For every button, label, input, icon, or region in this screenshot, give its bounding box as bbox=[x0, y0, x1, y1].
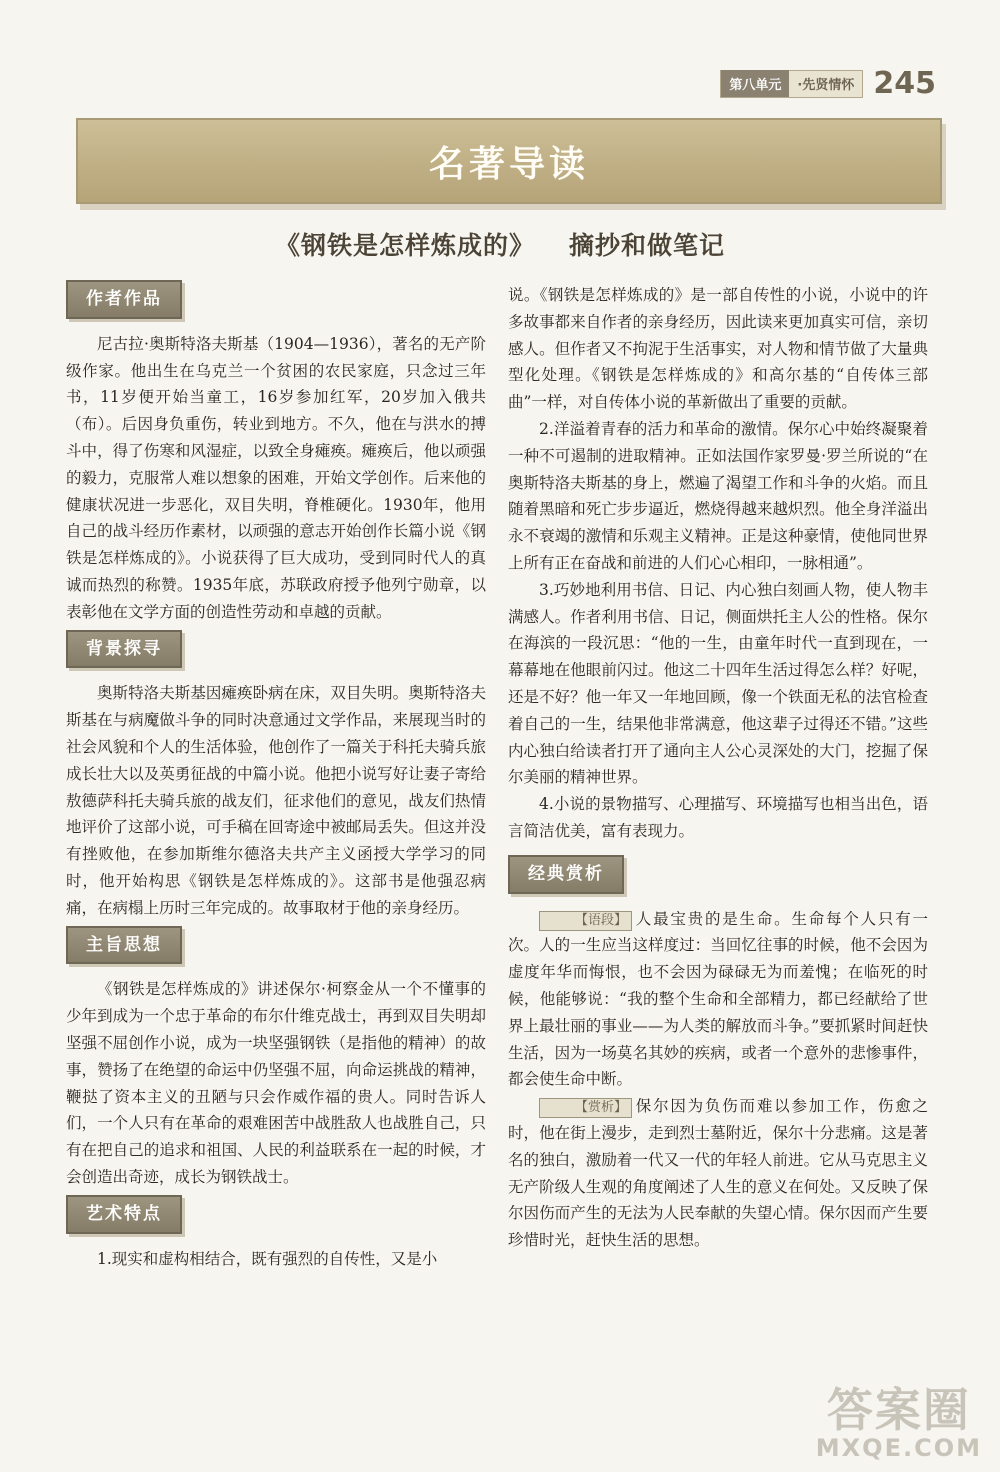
section-banner bbox=[76, 118, 942, 204]
comment-text: 保尔因为负伤而难以参加工作，伤愈之时，他在街上漫步，走到烈士墓附近，保尔十分悲痛。这是著名的独白，激励着一代又一代的年轻人前进。它从马克思主义无产阶级人生观的角度阐述了人生的意义在何处。又反映了保尔因伤而产生的无法为人民奉献的失望心情。保尔因而产生要珍惜时光，赶快生活的思想。 bbox=[508, 1097, 928, 1250]
watermark-main: 答案圈 bbox=[826, 1383, 971, 1437]
classic-excerpt bbox=[508, 906, 928, 1094]
unit-theme: ·先贤情怀 bbox=[797, 78, 855, 93]
book-title: 《钢铁是怎样炼成的》 bbox=[274, 231, 535, 260]
unit-label: 第八单元 bbox=[721, 70, 789, 97]
background-paragraph: 奥斯特洛夫斯基因瘫痪卧病在床，双目失明。奥斯特洛夫斯基在与病魔做斗争的同时决意通过文学作品，来展现当时的社会风貌和个人的生活体验，他创作了一篇关于科托夫骑兵旅成长壮大以及英勇征战的中篇小说。他把小说写好让妻子寄给敖德萨科托夫骑兵旅的战友们，征求他们的意见，战友们热情地评价了这部小说，可手稿在回寄途中被邮局丢失。但这并没有挫败他，在参加斯维尔德洛夫共产主义函授大学学习的同时，他开始构思《钢铁是怎样炼成的》。这部书是他强忍病痛，在病榻上历时三年完成的。故事取材于他的亲身经历。 bbox=[66, 684, 486, 917]
art-point-4: 4.小说的景物描写、心理描写、环境描写也相当出色，语言简洁优美，富有表现力。 bbox=[508, 795, 928, 840]
article-subtitle: 摘抄和做笔记 bbox=[569, 231, 726, 260]
author-paragraph: 尼古拉·奥斯特洛夫斯基（1904—1936），著名的无产阶级作家。他出生在乌克兰一个贫困的农民家庭，只念过三年书，11岁便开始当童工，16岁参加红军，20岁加入俄共（布）。后因身负重伤，转业到地方。不久，他在与洪水的搏斗中，得了伤寒和风湿症，以致全身瘫痪。瘫痪后，他以顽强的毅力，克服常人难以想象的困难，开始文学创作。后来他的健康状况进一步恶化，双目失明，脊椎硬化。1930年，他用自己的战斗经历作素材，以顽强的意志开始创作长篇小说《钢铁是怎样炼成的》。小说获得了巨大成功，受到同时代人的真诚而热烈的称赞。1935年底，苏联政府授予他列宁勋章，以表彰他在文学方面的创造性劳动和卓越的贡献。 bbox=[66, 334, 486, 621]
unit-tag bbox=[720, 70, 863, 98]
left-column bbox=[66, 276, 486, 1272]
art-point-1-end: 说。《钢铁是怎样炼成的》是一部自传性的小说，小说中的许多故事都来自作者的亲身经历，因此读来更加真实可信，亲切感人。但作者又不拘泥于生活事实，对人物和情节做了大量典型化处理。《钢铁是怎样炼成的》和高尔基的“自传体三部曲”一样，对自传体小说的革新做出了重要的贡献。 bbox=[508, 286, 928, 412]
article-title bbox=[0, 226, 1000, 262]
watermark bbox=[816, 1374, 982, 1462]
page-header bbox=[720, 66, 936, 101]
section-heading-classic: 经典赏析 bbox=[508, 855, 624, 894]
section-heading-background: 背景探寻 bbox=[66, 630, 182, 669]
right-column bbox=[508, 282, 928, 1254]
classic-comment bbox=[508, 1093, 928, 1254]
art-point-2: 2.洋溢着青春的活力和革命的激情。保尔心中始终凝聚着一种不可遏制的进取精神。正如法国作家罗曼·罗兰所说的“在奥斯特洛夫斯基的身上，燃遍了渴望工作和斗争的火焰。而且随着黑暗和死亡步步逼近，燃烧得越来越炽烈。他全身洋溢出永不衰竭的激情和乐观主义精神。正是这种豪情，使他同世界上所有正在奋战和前进的人们心心相印，一脉相通”。 bbox=[508, 419, 928, 572]
watermark-url: MXQE.COM bbox=[815, 1434, 982, 1462]
banner-title: 名著导读 bbox=[428, 143, 589, 185]
section-heading-author: 作者作品 bbox=[66, 280, 182, 319]
section-heading-theme: 主旨思想 bbox=[66, 926, 182, 965]
excerpt-text: 人最宝贵的是生命。生命每个人只有一次。人的一生应当这样度过：当回忆往事的时候，他不会因为虚度年华而悔恨，也不会因为碌碌无为而羞愧；在临死的时候，他能够说：“我的整个生命和全部精力，都已经献给了世界上最壮丽的事业——为人类的解放而斗争。”要抓紧时间赶快生活，因为一场莫名其妙的疾病，或者一个意外的悲惨事件，都会使生命中断。 bbox=[508, 909, 928, 1089]
theme-paragraph: 《钢铁是怎样炼成的》讲述保尔·柯察金从一个不懂事的少年到成为一个忠于革命的布尔什维克战士，再到双目失明却坚强不屈创作小说，成为一块坚强钢铁（是指他的精神）的故事，赞扬了在绝望的命运中仍坚强不屈，向命运挑战的精神，鞭挞了资本主义的丑陋与只会作威作福的贵人。同时告诉人们，一个人只有在革命的艰难困苦中战胜敌人也战胜自己，只有在把自己的追求和祖国、人民的利益联系在一起的时候，才会创造出奇迹，成长为钢铁战士。 bbox=[66, 980, 486, 1186]
comment-label: 【赏析】 bbox=[539, 1098, 632, 1118]
art-point-1-start: 1.现实和虚构相结合，既有强烈的自传性，又是小 bbox=[97, 1249, 438, 1268]
art-point-3: 3.巧妙地利用书信、日记、内心独白刻画人物，使人物丰满感人。作者利用书信、日记，侧面烘托主人公的性格。保尔在海滨的一段沉思：“他的一生，由童年时代一直到现在，一幕幕地在他眼前闪过。他这二十四年生活过得怎么样？好呢，还是不好？他一年又一年地回顾，像一个铁面无私的法官检查着自己的一生，结果他非常满意，他这辈子过得还不错。”这些内心独白给读者打开了通向主人公心灵深处的大门，挖掘了保尔美丽的精神世界。 bbox=[508, 580, 928, 787]
excerpt-label: 【语段】 bbox=[539, 911, 632, 931]
page-number: 245 bbox=[873, 66, 936, 101]
section-heading-art: 艺术特点 bbox=[66, 1195, 182, 1234]
